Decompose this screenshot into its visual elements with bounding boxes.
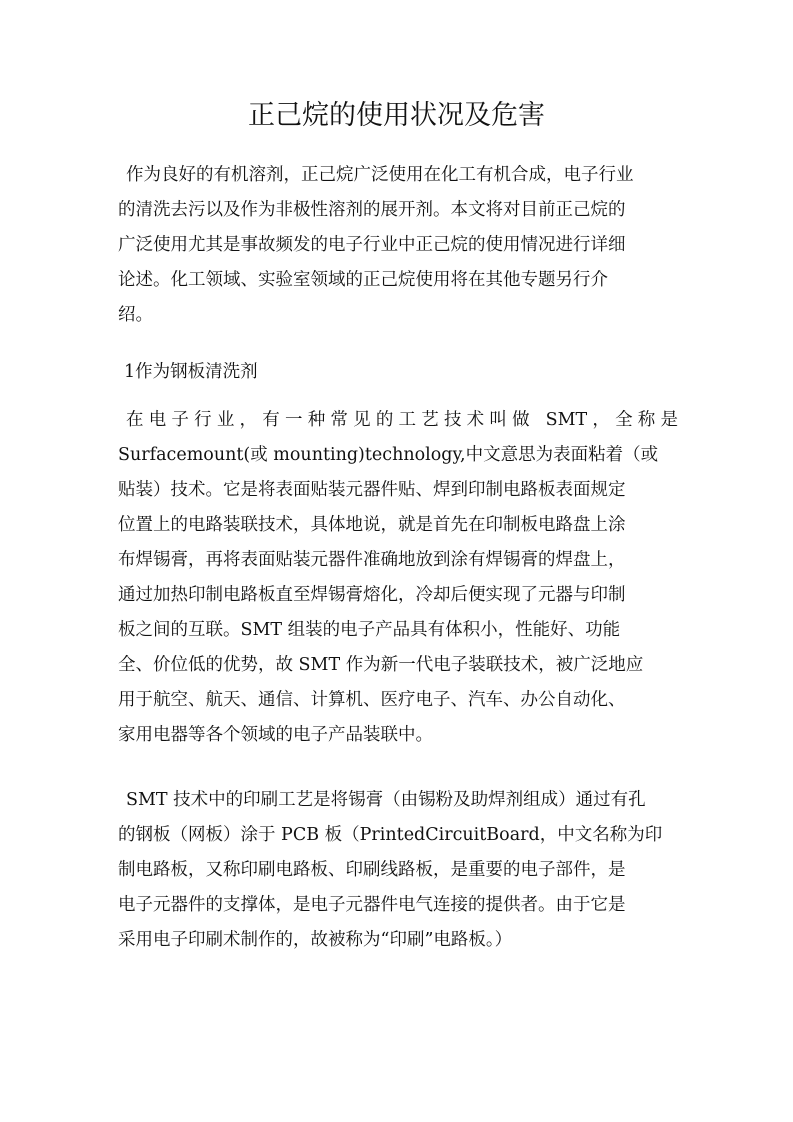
paragraph-line: 广泛使用尤其是事故频发的电子行业中正己烷的使用情况进行详细 [118,235,626,255]
paragraph-line: 板之间的互联。SMT 组装的电子产品具有体积小，性能好、功能 [118,620,621,640]
document-title: 正己烷的使用状况及危害 [248,100,545,131]
paragraph-line: 贴装）技术。它是将表面贴装元器件贴、焊到印制电路板表面规定 [118,480,626,500]
paragraph-line: 的钢板（网板）涂于 PCB 板（PrintedCircuitBoard，中文名称为印 [118,825,663,845]
paragraph-line: 论述。化工领域、实验室领域的正己烷使用将在其他专题另行介 [118,270,608,290]
paragraph-line: 在电子行业，有一种常见的工艺技术叫做 SMT，全称是 [126,410,679,430]
paragraph-line: 的清洗去污以及作为非极性溶剂的展开剂。本文将对目前正己烷的 [118,200,626,220]
paragraph-line: 布焊锡膏，再将表面贴装元器件准确地放到涂有焊锡膏的焊盘上， [118,550,626,570]
paragraph-printing [118,783,678,958]
paragraph-line: 电子元器件的支撑体，是电子元器件电气连接的提供者。由于它是 [118,895,626,915]
paragraph-line: 通过加热印制电路板直至焊锡膏熔化，冷却后便实现了元器与印制 [118,585,626,605]
paragraph-line: 绍。 [118,305,153,325]
paragraph-smt [118,403,678,753]
paragraph-line: 家用电器等各个领域的电子产品装联中。 [118,725,433,745]
paragraph-line: SMT 技术中的印刷工艺是将锡膏（由锡粉及助焊剂组成）通过有孔 [126,790,646,810]
paragraph-line: Surfacemount(或 mounting)technology,中文意思为表面粘着（或 [118,445,659,465]
paragraph-line: 采用电子印刷术制作的，故被称为“印刷”电路板。） [118,930,513,950]
paragraph-intro [118,158,678,333]
paragraph-line: 全、价位低的优势，故 SMT 作为新一代电子装联技术，被广泛地应 [118,655,644,675]
paragraph-line: 用于航空、航天、通信、计算机、医疗电子、汽车、办公自动化、 [118,690,626,710]
paragraph-line: 位置上的电路装联技术，具体地说，就是首先在印制板电路盘上涂 [118,515,626,535]
paragraph-line: 制电路板，又称印刷电路板、印刷线路板，是重要的电子部件，是 [118,860,626,880]
section-heading: 1作为钢板清洗剂 [124,362,258,382]
paragraph-line: 作为良好的有机溶剂，正己烷广泛使用在化工有机合成，电子行业 [126,165,634,185]
